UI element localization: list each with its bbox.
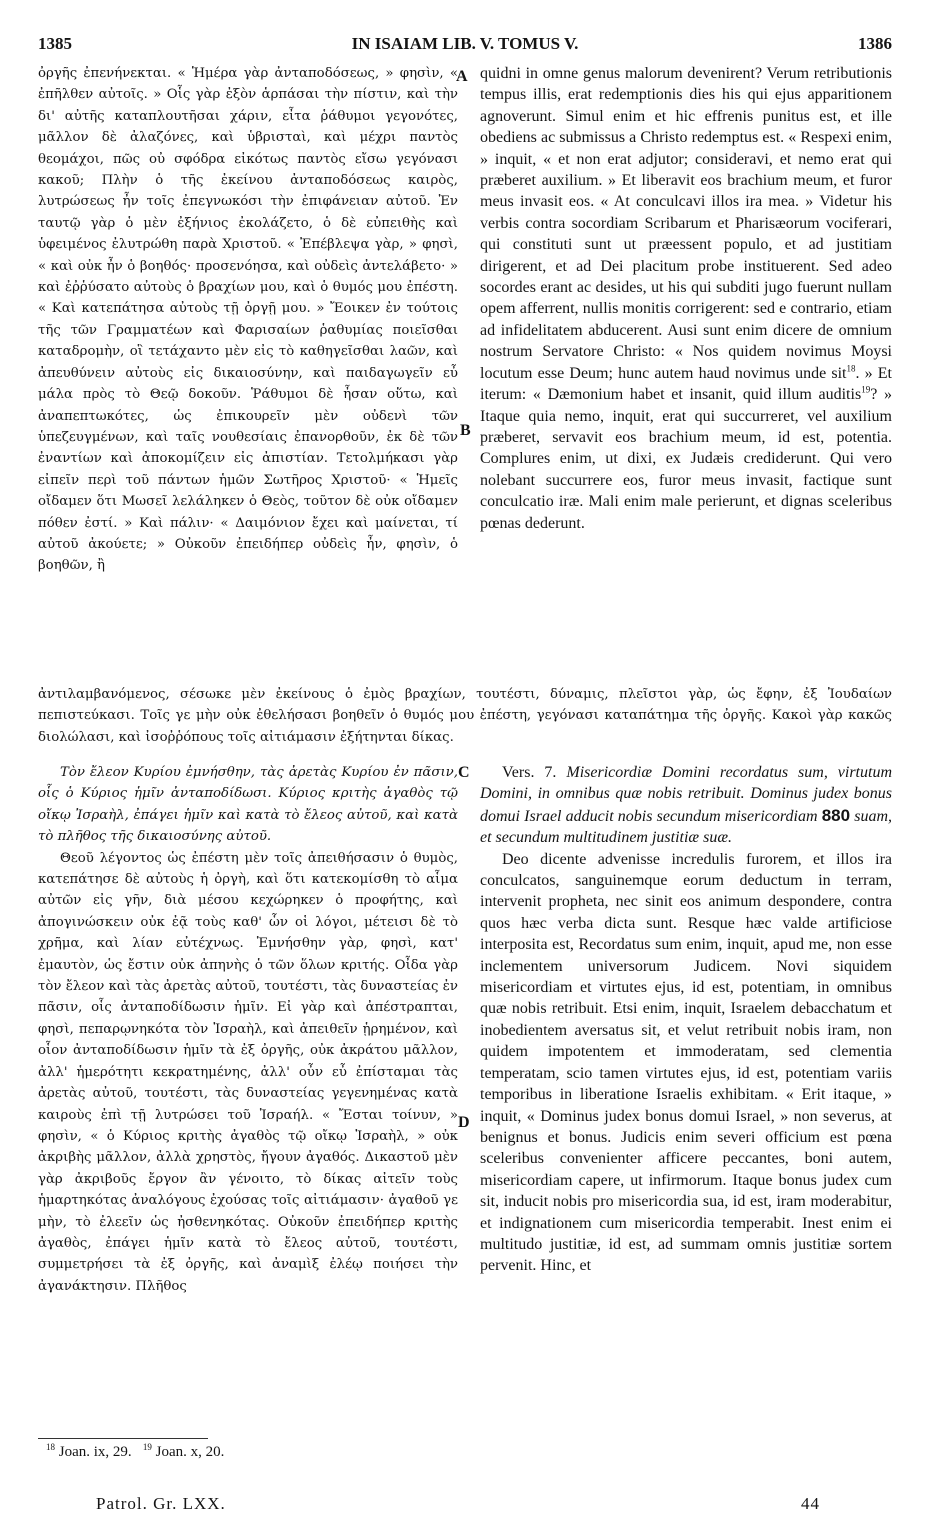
latin-text-2: Deo dicente advenisse incredulis furorem, et illos ira conculcatos, sanguinemque eorum deductum in terram, intervenit propheta, nec sinit eos animum despondere, contra quos hæc verba dicta sunt. Resque hæc valde artificiose interposita est, Recordatus sum enim, inquit, apud me, non esse inclementem universorum Judicem. Novi siquidem misericordiam et virtutes ejus, id est, potentiam, in omnibus quæ nobis retribuit. Etsi enim, inquit, Israelem debacchatum et inobedientem aversatus sit, et velut retribuit nobis iram, non quidem impotentem et immoderatam, sed clementia temperatam, scio tamen virtutes ejus, id est, potentiam variis temporibus in liberatione Israelis exhibitam. « Erit itaque, » inquit, « Dominus judex bonus domui Israel, » non severus, at benignus et bonus. Judicis enim severi officium est pœna sceleribus convenienter afficere peccantes, boni autem, misericordiam capere, ut infirmorum. Itaque bonus judex cum sit, inducit nobis pro misericordia sua, id est, iram moderabitur, et indignationem cum misericordia temperabit. Inest enim ei multitudo justitiæ, id est, ad summam omnis justitiæ sortem pervenit. Hinc, et bbox=[480, 850, 892, 1275]
footnote-text-18: Joan. ix, 29. bbox=[58, 1444, 132, 1460]
verse-label: Vers. 7. bbox=[502, 764, 557, 781]
footnotes bbox=[46, 1444, 224, 1461]
page-footer bbox=[96, 1494, 820, 1518]
greek-full-width: ἀντιλαμβανόμενος, σέσωκε μὲν ἐκείνους ὁ ἐμὸς βραχίων, τουτέστι, δύναμις, πλεῖστοι γὰρ, ὡς ἔφην, ἐξ Ἰουδαίων πεπιστεύκασι. Τοῖς γε μὴν οὐκ ἐθελήσασι βοηθεῖν ὁ θυμός μου ἐπέστη, γεγόνασι καταπάτημα τῆς ὀργῆς. Κακοὶ γὰρ κακῶς διολώλασι, καὶ ἰσοῤῥόπους τοῖς αἰτιάμασιν ἐξήτηνται δίκας. bbox=[38, 687, 892, 745]
footnote-text-19: Joan. x, 20. bbox=[155, 1444, 225, 1460]
margin-marker-a: A bbox=[456, 68, 468, 85]
latin-text-1b: . » Et iterum: « Dæmonium habet et insanit, quid illum auditis bbox=[480, 364, 893, 404]
latin-column-1 bbox=[480, 63, 892, 534]
latin-text-1a: quidni in omne genus malorum devenirent? Verum retributionis tempus illis, erat redemptionis dies his qui ejus apparitionem agnoverunt. Simul enim et hic effrenis punitus est, et ille obediens ac submissus a Christo redemptus est. « Respexi enim, » inquit, « et non erat adjutor; consideravi, et nemo erat qui præberet auxilium. » Et liberavit eos brachium meum, et furor meus invasit eos. « At conculcavi illos ira mea. » Videtur his verbis contra socordiam Scribarum et Pharisæorum vociferari, qui constituti sunt ut præessent populo, et ad justitiam dirigerent, et ad Dei placitum probe instituerent. Sed adeo socordes erant ac desides, ut his qui subditi jugo fuerunt nullam opem afferrent, nullis monitis corrigerent: sed e contrario, etiam ad infidelitatem abducerent. Ausi sunt enim dicere de omnium nostrum Servatore Christo: « Nos quidem novimus Moysi locutum esse Deum; hunc autem haud novimus unde sit bbox=[480, 65, 892, 382]
footnote-number-18: 18 bbox=[46, 1442, 55, 1452]
latin-text-1 bbox=[480, 63, 892, 534]
running-title: IN ISAIAM LIB. V. TOMUS V. bbox=[351, 34, 579, 53]
greek-text-1: ὀργῆς ἐπενήνεκται. « Ἡμέρα γὰρ ἀνταποδόσεως, » φησὶν, « ἐπῆλθεν αὐτοῖς. » Οἷς γὰρ ἐξὸν ἁρπάσαι τὴν πίστιν, καὶ τὴν δι' αὐτῆς καταπλουτῆσαι χάριν, εἶτα ῥάθυμοι γεγονότες, μᾶλλον δὲ ἀλαζόνες, καὶ ὑβρισταὶ, καὶ μέχρι παντὸς θεομάχοι, πῶς οὐ σφόδρα εἰκότως παντὸς εἴσω γεγόνασι κακοῦ; Πλὴν ὁ τῆς ἐκείνου ἀνταποδόσεως καιρὸς, λυτρώσεως ἦν τοῖς ἐπεγνωκόσι τὴν ἐπιφάνειαν αὐτοῦ. Ἐν ταυτῷ γὰρ ὁ μὲν ἐξήνιος ἐκολάζετο, ὁ δὲ εὐπειθὴς καὶ ὑφειμένος ἐλυτρώθη παρὰ Χριστοῦ. « Ἐπέβλεψα γὰρ, » φησὶ, « καὶ οὐκ ἦν ὁ βοηθός· προσενόησα, καὶ οὐδεὶς ἀντελάβετο· » καὶ ἐῤῥύσατο αὐτοὺς ὁ βραχίων μου, καὶ ὁ θυμός μου ἐπέστη. « Καὶ κατεπάτησα αὐτοὺς τῇ ὀργῇ μου. » Ἔοικεν ἐν τούτοις τῆς τῶν Γραμματέων καὶ Φαρισαίων ῥαθυμίας ποιεῖσθαι καταδρομὴν, οἳ τετάχαντο μὲν εἰς τὸ καθηγεῖσθαι λαῶν, καὶ ἀπευθύνειν αὐτοὺς εἰς δικαιοσύνην, καὶ παιδαγωγεῖν εὖ μάλα πρὸς τὸ Θεῷ δοκοῦν. Ῥάθυμοι δὲ ἦσαν οὕτω, καὶ ἀναπεπτωκότες, ὡς ἐπικουρεῖν μὲν οὐδενὶ τῶν ὑπεζευγμένων, καὶ ταῖς νουθεσίαις ἐπανορθοῦν, ἐκ δὲ τῶν ἐναντίων καὶ ἀποκομίζειν εἰς ἀπιστίαν. Τετολμήκασι γὰρ εἰπεῖν περὶ τοῦ πάντων ἡμῶν Σωτῆρος Χριστοῦ· « Ἡμεῖς οἴδαμεν ὅτι Μωσεῖ λελάληκεν ὁ Θεὸς, τοῦτον δὲ οὐκ οἴδαμεν πόθεν ἐστί. » Καὶ πάλιν· « Δαιμόνιον ἔχει καὶ μαίνεται, τί αὐτοῦ ἀκούετε; » Οὐκοῦν ἐπειδήπερ οὐδεὶς ἦν, φησὶν, ὁ βοηθῶν, ἢ bbox=[38, 66, 458, 574]
greek-verse: Τὸν ἔλεον Κυρίου ἐμνήσθην, τὰς ἀρετὰς Κυρίου ἐν πᾶσιν, οἷς ὁ Κύριος ἡμῖν ἀνταποδίδωσι. Κύριος κριτὴς ἀγαθὸς τῷ οἴκῳ Ἰσραὴλ, ἐπάγει ἡμῖν καὶ κατὰ τὸ ἔλεος αὐτοῦ, καὶ κατὰ τὸ πλῆθος τῆς δικαιοσύνης αὐτοῦ. bbox=[38, 765, 458, 845]
greek-column-1 bbox=[38, 63, 458, 577]
latin-verse-text-a: Misericordiæ Domini recordatus sum, virtutum Domini, in omnibus quæ nobis retribuit. Dominus judex bonus domui Israel adducit nobis secundum misericordiam bbox=[480, 764, 893, 825]
latin-verse bbox=[480, 762, 892, 849]
footnote-divider bbox=[38, 1438, 208, 1439]
footnote-ref-18: 18 bbox=[846, 363, 856, 374]
footnote-number-19: 19 bbox=[142, 1442, 152, 1452]
margin-marker-b: B bbox=[460, 422, 471, 439]
greek-column-2 bbox=[38, 762, 458, 1297]
greek-text-2: Θεοῦ λέγοντος ὡς ἐπέστη μὲν τοῖς ἀπειθήσασιν ὁ θυμὸς, κατεπάτησε δὲ αὐτοὺς ἡ ὀργὴ, καὶ ὅτι κατεκομίσθη τὸ αἷμα αὐτῶν εἰς γῆν, διὰ μέσου κεχώρηκεν ὁ προφήτης, καὶ ἀπογινώσκειν οὐκ ἐᾷ τοὺς καθ' ὧν οἱ λόγοι, μέτεισι δὲ τὸ χρῆμα, καὶ λίαν εὐτέχνως. Ἐμνήσθην γὰρ, φησὶ, κατ' ἐμαυτὸν, ὡς ἔστιν οὐκ ἀπηνὴς ὁ τῶν ὅλων κριτής. Οἶδα γὰρ τὸν ἔλεον καὶ τὰς ἀρετὰς αὐτοῦ, τουτέστι, τὰς δυναστείας ἐν πᾶσιν, οἷς ἀνταποδίδωσιν ἡμῖν. Εἰ γὰρ καὶ ἀπέστραπται, φησὶ, πεπαρῳνηκότα τὸν Ἰσραὴλ, καὶ ἀπειθεῖν ᾑρημένον, καὶ οἷον ἀνταποδίδωσιν ἡμῖν τὰ ἐξ ὀργῆς, οὐκ ἀκράτου μᾶλλον, ἀλλ' ἡμερότητι κεκρατημένης, ἀλλ' οὖν εὖ ἐπίσταμαι τὰς ἀρετὰς αὐτοῦ, τουτέστι, τὰς δυναστείας γεγενημένας κατὰ καιροὺς ἐπὶ τῇ λυτρώσει τοῦ Ἰσραήλ. « Ἔσται τοίνυν, » φησὶν, « ὁ Κύριος κριτὴς ἀγαθὸς τῷ οἴκῳ Ἰσραὴλ, » οὐκ ἀκριβὴς μᾶλλον, ἀλλὰ χρηστὸς, ἤγουν ἀγαθός. Δικαστοῦ μὲν γὰρ ἀκριβοῦς ἔργον ἂν γένοιτο, τὸ δίκας αἰτεῖν τοὺς ἡμαρτηκότας ἀναλόγους ἐχούσας τοῖς αἰτιάμασιν· ἀγαθοῦ γε μὴν, τὸ ἐλεεῖν ὡς ἠσθενηκότας. Οὐκοῦν ἐπειδήπερ κριτὴς ἀγαθὸς, ἐπάγει ἡμῖν κατὰ τὸ ἔλεος αὐτοῦ, τουτέστι, συμμετρήσει τὰ ἐξ ὀργῆς, καὶ ἀναμὶξ ἐλέῳ ποιήσει τὴν ἀγανάκτησιν. Πλῆθος bbox=[38, 850, 458, 1294]
margin-marker-d: D bbox=[458, 1114, 470, 1131]
running-header bbox=[38, 34, 892, 58]
page-number-left: 1385 bbox=[38, 34, 72, 53]
signature-number: 44 bbox=[801, 1494, 820, 1513]
latin-verse-text-b: suam, et secundum multitudinem justitiæ suæ. bbox=[480, 807, 893, 847]
column-number: 880 bbox=[821, 805, 851, 825]
series-title: Patrol. Gr. LXX. bbox=[96, 1494, 226, 1513]
latin-column-2 bbox=[480, 762, 892, 1277]
footnote-ref-19: 19 bbox=[861, 384, 871, 395]
latin-text-1c: ? » Itaque quia nemo, inquit, erat qui succurreret, vel auxilium præberet, servavit eos brachium meum, id est, potentia. Complures enim, ut dixi, ex Judæis crediderunt. Qui vero nolebant succurrere eos, furor meus invasit, factique sunt conculcatio iræ. Mali enim male perierunt, et dignas sceleribus pœnas dederunt. bbox=[480, 386, 892, 532]
page-number-right: 1386 bbox=[858, 34, 892, 53]
margin-marker-c: C bbox=[458, 764, 470, 781]
